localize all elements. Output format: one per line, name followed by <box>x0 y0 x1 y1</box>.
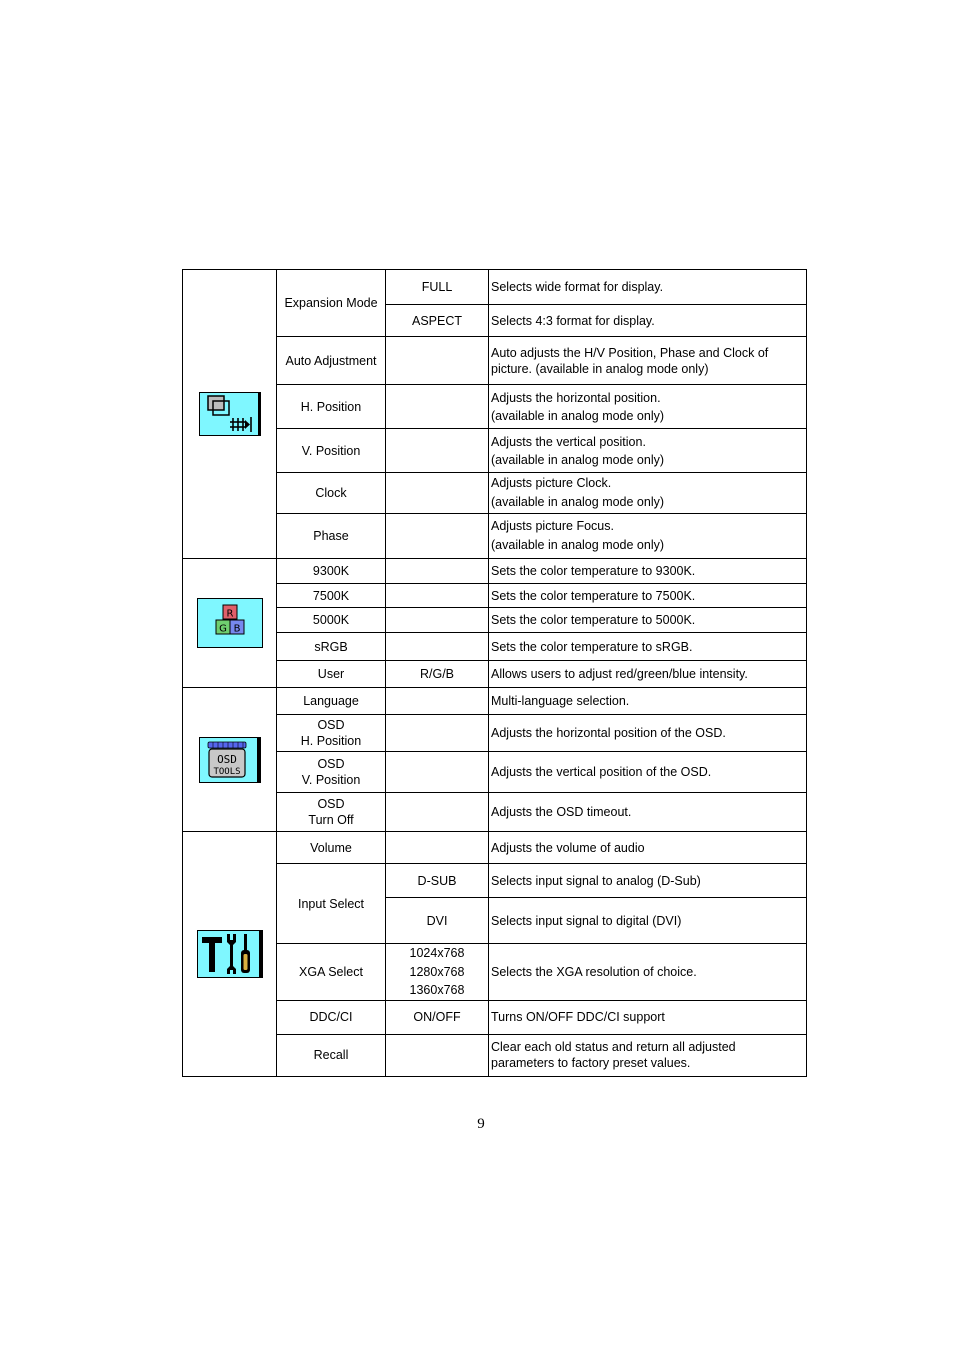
table-row <box>183 715 807 752</box>
item-auto-adjustment: Auto Adjustment <box>277 337 386 385</box>
table-row <box>183 793 807 832</box>
desc-language: Multi-language selection. <box>489 688 807 715</box>
option-xga-resolutions: 1024x768 1280x768 1360x768 <box>386 944 489 1001</box>
option-empty <box>386 633 489 661</box>
desc-9300k: Sets the color temperature to 9300K. <box>489 559 807 584</box>
item-5000k: 5000K <box>277 608 386 633</box>
desc-h-position: Adjusts the horizontal position. (available in analog mode only) <box>489 385 807 429</box>
table-row <box>183 832 807 864</box>
option-empty <box>386 752 489 793</box>
table-row <box>183 514 807 559</box>
option-empty <box>386 385 489 429</box>
table-row <box>183 559 807 584</box>
table-row <box>183 633 807 661</box>
item-h-position: H. Position <box>277 385 386 429</box>
rgb-letter-g: G <box>218 623 227 635</box>
desc-auto-adjustment: Auto adjusts the H/V Position, Phase and Clock of picture. (available in analog mode only) <box>489 337 807 385</box>
desc-phase: Adjusts picture Focus. (available in analog mode only) <box>489 514 807 559</box>
option-empty <box>386 608 489 633</box>
table-row <box>183 688 807 715</box>
table-row <box>183 661 807 688</box>
table-row <box>183 337 807 385</box>
osd-label: OSD <box>216 752 237 766</box>
desc-xga-select: Selects the XGA resolution of choice. <box>489 944 807 1001</box>
osd-menu-table <box>182 269 807 1077</box>
option-empty <box>386 514 489 559</box>
item-language: Language <box>277 688 386 715</box>
option-empty <box>386 688 489 715</box>
option-dvi: DVI <box>386 898 489 944</box>
option-empty <box>386 337 489 385</box>
table-row <box>183 752 807 793</box>
table-row <box>183 1000 807 1034</box>
desc-osd-h-position: Adjusts the horizontal position of the OSD. <box>489 715 807 752</box>
option-empty <box>386 429 489 473</box>
desc-dvi: Selects input signal to digital (DVI) <box>489 898 807 944</box>
item-ddc-ci: DDC/CI <box>277 1000 386 1034</box>
option-rgb: R/G/B <box>386 661 489 688</box>
option-empty <box>386 832 489 864</box>
option-d-sub: D-SUB <box>386 864 489 898</box>
option-empty <box>386 715 489 752</box>
item-7500k: 7500K <box>277 584 386 608</box>
rgb-letter-b: B <box>233 623 240 635</box>
item-osd-h-position: OSD H. Position <box>277 715 386 752</box>
desc-osd-turn-off: Adjusts the OSD timeout. <box>489 793 807 832</box>
osd-tools-icon <box>199 737 261 783</box>
desc-volume: Adjusts the volume of audio <box>489 832 807 864</box>
desc-ddc-ci: Turns ON/OFF DDC/CI support <box>489 1000 807 1034</box>
item-recall: Recall <box>277 1034 386 1076</box>
osd-tools-icon-cell <box>183 688 277 832</box>
item-osd-v-position: OSD V. Position <box>277 752 386 793</box>
item-v-position: V. Position <box>277 429 386 473</box>
page-number: 9 <box>477 1116 485 1132</box>
desc-osd-v-position: Adjusts the vertical position of the OSD. <box>489 752 807 793</box>
desc-srgb: Sets the color temperature to sRGB. <box>489 633 807 661</box>
table-row <box>183 270 807 305</box>
image-setup-icon-cell <box>183 270 277 559</box>
image-setup-icon <box>199 392 261 436</box>
item-expansion-mode: Expansion Mode <box>277 270 386 337</box>
option-full: FULL <box>386 270 489 305</box>
option-on-off: ON/OFF <box>386 1000 489 1034</box>
item-osd-turn-off: OSD Turn Off <box>277 793 386 832</box>
table-row <box>183 429 807 473</box>
desc-7500k: Sets the color temperature to 7500K. <box>489 584 807 608</box>
item-srgb: sRGB <box>277 633 386 661</box>
option-empty <box>386 473 489 514</box>
item-input-select: Input Select <box>277 864 386 944</box>
item-clock: Clock <box>277 473 386 514</box>
desc-5000k: Sets the color temperature to 5000K. <box>489 608 807 633</box>
item-xga-select: XGA Select <box>277 944 386 1001</box>
rgb-letter-r: R <box>226 608 233 620</box>
table-row <box>183 473 807 514</box>
item-volume: Volume <box>277 832 386 864</box>
tools-icon-cell <box>183 832 277 1077</box>
rgb-color-icon <box>197 598 263 648</box>
table-row <box>183 864 807 898</box>
option-empty <box>386 584 489 608</box>
option-empty <box>386 559 489 584</box>
tools-icon <box>197 930 263 978</box>
rgb-color-icon-cell <box>183 559 277 688</box>
table-row <box>183 944 807 1001</box>
item-user: User <box>277 661 386 688</box>
tools-label: TOOLS <box>212 766 241 777</box>
table-row <box>183 608 807 633</box>
table-row <box>183 584 807 608</box>
desc-full: Selects wide format for display. <box>489 270 807 305</box>
option-empty <box>386 1034 489 1076</box>
desc-user: Allows users to adjust red/green/blue intensity. <box>489 661 807 688</box>
item-9300k: 9300K <box>277 559 386 584</box>
table-row <box>183 385 807 429</box>
desc-d-sub: Selects input signal to analog (D-Sub) <box>489 864 807 898</box>
option-aspect: ASPECT <box>386 305 489 337</box>
item-phase: Phase <box>277 514 386 559</box>
table-row <box>183 1034 807 1076</box>
desc-v-position: Adjusts the vertical position. (available in analog mode only) <box>489 429 807 473</box>
desc-recall: Clear each old status and return all adjusted parameters to factory preset values. <box>489 1034 807 1076</box>
desc-aspect: Selects 4:3 format for display. <box>489 305 807 337</box>
desc-clock: Adjusts picture Clock. (available in analog mode only) <box>489 473 807 514</box>
option-empty <box>386 793 489 832</box>
